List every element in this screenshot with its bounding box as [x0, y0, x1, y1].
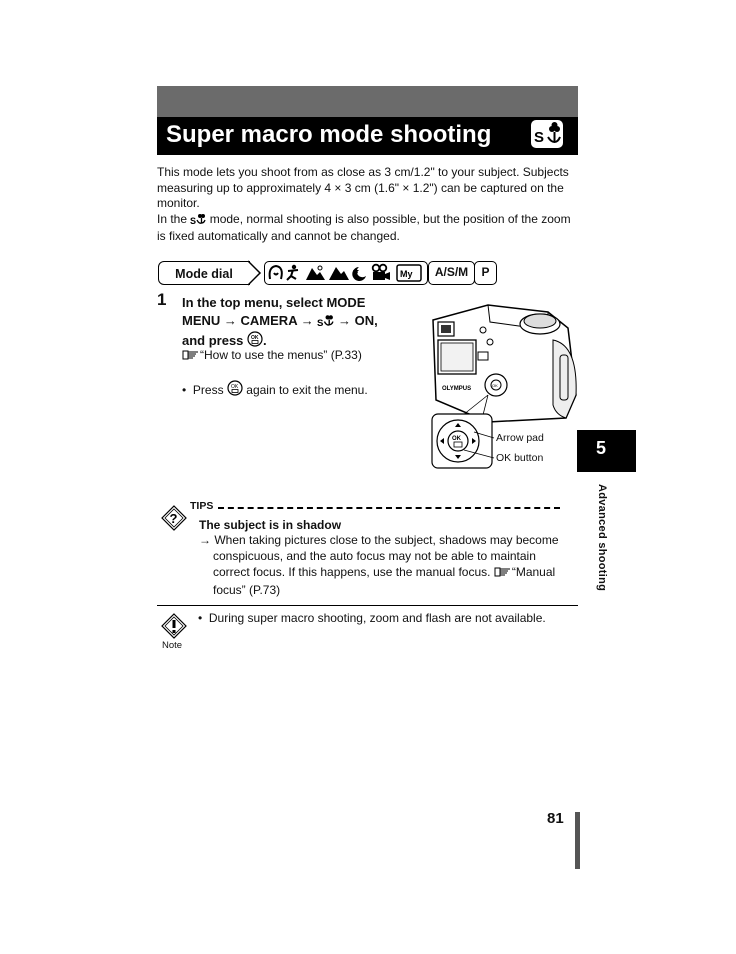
night-scene-icon: [352, 267, 366, 281]
intro-paragraph-2: [157, 212, 579, 245]
arrow-right-icon: →: [199, 533, 215, 547]
step-line-1: In the top menu, select MODE: [182, 295, 366, 310]
step-bullet: [182, 380, 368, 399]
step-period: .: [263, 333, 267, 348]
mode-dial-arrow: [248, 260, 262, 287]
svg-text:?: ?: [169, 511, 178, 526]
arrow-pad-label: Arrow pad: [496, 432, 544, 444]
program-mode: P: [474, 261, 497, 285]
chapter-tab: [577, 430, 636, 472]
ok-small-label: OK: [452, 436, 461, 442]
arrow-right-icon: →: [223, 312, 237, 328]
tips-body: [199, 532, 579, 598]
tips-line-1: [199, 532, 579, 548]
bullet-dot: •: [198, 611, 209, 625]
mode-dial-label: Mode dial: [158, 261, 250, 285]
ok-button-label: OK button: [496, 452, 544, 464]
sports-icon: [287, 265, 298, 280]
reference-hand-icon: [494, 566, 512, 582]
step-number: 1: [157, 290, 167, 309]
step-instruction: [182, 294, 417, 352]
portrait-icon: [270, 266, 282, 279]
brand-logo: OLYMPUS: [442, 386, 472, 392]
bullet-press-text: Press: [192, 383, 224, 397]
note-text-content: During super macro shooting, zoom and flash are not available.: [208, 611, 546, 625]
super-macro-icon: [531, 120, 563, 148]
landscape-icon: [329, 267, 349, 280]
svg-text:My: My: [400, 269, 413, 279]
super-macro-small-icon: [317, 313, 334, 332]
super-macro-small-icon: [190, 212, 206, 230]
tips-line-3-text: correct focus. If this happens, use the manual focus.: [213, 565, 491, 579]
step-menu-text: MENU: [182, 312, 221, 328]
svg-text:S: S: [317, 317, 324, 327]
arrow-right-icon: →: [300, 312, 314, 328]
bullet-exit-text: again to exit the menu.: [246, 383, 368, 397]
tips-line-1-text: When taking pictures close to the subject, shadows may become: [214, 533, 559, 547]
page-number-bar: [575, 812, 580, 869]
movie-icon: [373, 265, 390, 280]
chapter-number: 5: [596, 438, 607, 458]
note-text: [198, 611, 546, 625]
arrow-right-icon: →: [337, 312, 351, 328]
bullet-dot: •: [182, 383, 190, 397]
intro-text-post: mode, normal shooting is also possible, but the position of the zoom is fixed automatically and cannot be changed.: [157, 211, 571, 243]
landscape-portrait-icon: [306, 266, 325, 280]
page-number: 81: [547, 810, 564, 827]
tips-line-2: conspicuous, and the auto focus may not be able to maintain: [213, 549, 536, 563]
svg-text:OK: OK: [251, 335, 259, 341]
intro-paragraph-1: This mode lets you shoot from as close as 3 cm/1.2" to your subject. Subjects measuring up to approximately 4 × 3 cm (1.6" × 1.2") can be captured on the monitor.: [157, 165, 569, 210]
tips-manual-ref: “Manual: [511, 565, 556, 579]
svg-text:S: S: [190, 215, 197, 225]
ok-button-icon: [227, 380, 243, 399]
intro-text-pre: In the: [157, 211, 191, 226]
mode-dial-row: [158, 261, 498, 287]
header-band: [157, 86, 578, 117]
step-press-text: and press: [182, 333, 244, 348]
tips-label: TIPS: [190, 500, 214, 512]
reference-hand-icon: [182, 349, 200, 364]
step-camera-text: CAMERA: [240, 312, 298, 328]
svg-text:S: S: [534, 129, 545, 146]
step-reference: [182, 348, 362, 364]
tips-heading: The subject is in shadow: [199, 518, 342, 532]
mode-dial-icons: [264, 261, 428, 285]
asm-mode: A/S/M: [428, 261, 475, 285]
step-on-text: ON,: [354, 312, 378, 328]
intro-text: [157, 165, 579, 245]
tips-line-3: [199, 564, 579, 582]
page-title: Super macro mode shooting: [166, 121, 492, 148]
note-divider: [157, 605, 578, 606]
reference-text: “How to use the menus” (P.33): [200, 348, 362, 362]
chapter-title: [590, 484, 610, 614]
note-label: Note: [162, 640, 183, 651]
my-mode-icon: [397, 265, 421, 281]
tips-line-4: focus” (P.73): [213, 583, 281, 597]
tips-question-icon: [161, 505, 187, 536]
svg-text:OK: OK: [492, 383, 498, 388]
chapter-title-text: Advanced shooting: [596, 484, 608, 592]
svg-text:OK: OK: [230, 384, 239, 390]
tips-divider: [218, 507, 560, 509]
step-line-2: [182, 312, 417, 332]
